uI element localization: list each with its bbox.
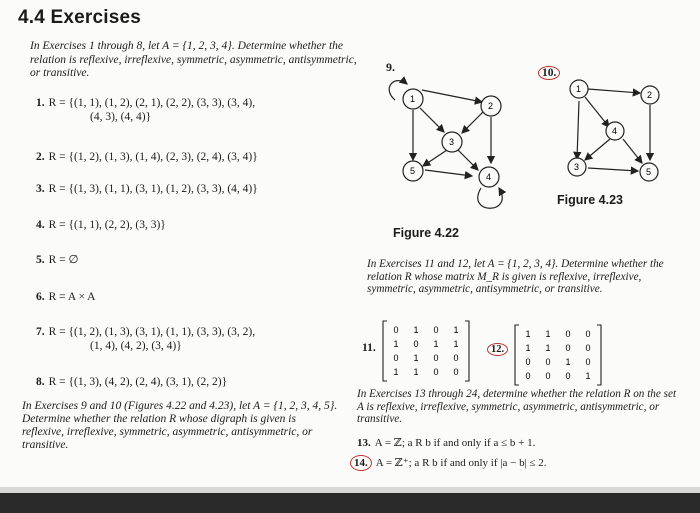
matrix-cell: 1 bbox=[545, 343, 551, 353]
exercise-relation: R = {(1, 2), (1, 3), (1, 4), (2, 3), (2, 4), (3, 4)} bbox=[48, 151, 258, 163]
node-1: 1 bbox=[576, 84, 582, 94]
edge-1-2 bbox=[422, 90, 482, 102]
node-5: 5 bbox=[410, 166, 416, 176]
exercise-7 bbox=[36, 325, 255, 353]
node-4: 4 bbox=[612, 126, 618, 136]
matrix-cell: 1 bbox=[393, 367, 399, 377]
node-3: 3 bbox=[449, 137, 455, 147]
exercise-6 bbox=[36, 290, 95, 304]
matrix-cell: 0 bbox=[433, 325, 439, 335]
figure-4-23-caption: Figure 4.23 bbox=[557, 193, 623, 207]
section-title: 4.4 Exercises bbox=[18, 7, 142, 28]
exercise-relation-continued: (4, 3), (4, 4)} bbox=[90, 111, 152, 123]
exercise-12-label: 12. bbox=[487, 343, 508, 356]
exercise-9-label: 9. bbox=[386, 60, 395, 74]
matrix-cell: 1 bbox=[413, 367, 419, 377]
exercises-9-10-instructions: In Exercises 9 and 10 (Figures 4.22 and 4.23), let A = {1, 2, 3, 4, 5}. Determine whether the relation R whose digraph is given is reflexive, irreflexive, symmetric, asymmetric, antisymmetric, or transitive. bbox=[22, 400, 338, 451]
matrix-cell: 0 bbox=[585, 357, 591, 367]
matrix-11 bbox=[380, 318, 472, 384]
exercise-relation: R = {(1, 1), (2, 2), (3, 3)} bbox=[48, 219, 166, 231]
matrix-cell: 0 bbox=[565, 329, 571, 339]
exercise-13 bbox=[357, 436, 535, 450]
edge-5-4 bbox=[425, 170, 472, 176]
dark-background-strip bbox=[0, 493, 700, 513]
exercise-relation: A = ℤ⁺; a R b if and only if |a − b| ≤ 2. bbox=[375, 457, 547, 469]
exercise-8 bbox=[36, 375, 227, 389]
exercise-relation-continued: (1, 4), (4, 2), (3, 4)} bbox=[90, 340, 182, 352]
node-3: 3 bbox=[574, 162, 580, 172]
edge-1-4 bbox=[585, 97, 609, 127]
matrix-cell: 1 bbox=[433, 339, 439, 349]
matrix-cell: 0 bbox=[393, 325, 399, 335]
figure-4-22-digraph bbox=[385, 70, 520, 220]
matrix-cell: 1 bbox=[565, 357, 571, 367]
exercise-relation: R = {(1, 3), (4, 2), (2, 4), (3, 1), (2, 2)} bbox=[48, 376, 228, 388]
matrix-cell: 0 bbox=[525, 357, 531, 367]
edge-2-3 bbox=[462, 112, 483, 133]
matrix-cell: 0 bbox=[525, 371, 531, 381]
edge-1-3 bbox=[420, 108, 444, 132]
matrix-cell: 1 bbox=[585, 371, 591, 381]
exercise-number: 6. bbox=[36, 291, 45, 303]
figure-4-23-digraph bbox=[555, 75, 670, 185]
edge-3-4 bbox=[458, 150, 478, 170]
matrix-cell: 0 bbox=[433, 367, 439, 377]
matrix-cell: 0 bbox=[585, 329, 591, 339]
matrix-cell: 1 bbox=[453, 339, 459, 349]
exercise-2 bbox=[36, 150, 258, 164]
node-4: 4 bbox=[486, 172, 492, 182]
exercise-relation: A = ℤ; a R b if and only if a ≤ b + 1. bbox=[374, 437, 536, 449]
matrix-cell: 0 bbox=[433, 353, 439, 363]
exercise-relation: R = ∅ bbox=[48, 254, 79, 266]
matrix-12 bbox=[512, 322, 604, 388]
edge-1-3 bbox=[577, 101, 579, 159]
exercise-10-label: 10. bbox=[538, 66, 560, 80]
exercise-number: 13. bbox=[357, 437, 371, 449]
matrix-cell: 1 bbox=[393, 339, 399, 349]
exercises-13-24-instructions: In Exercises 13 through 24, determine whether the relation R on the set A is reflexive, irreflexive, symmetric, asymmetric, antisymmetric, or transitive. bbox=[357, 388, 677, 425]
matrix-cell: 0 bbox=[565, 371, 571, 381]
exercise-number: 4. bbox=[36, 219, 45, 231]
matrix-cell: 0 bbox=[453, 353, 459, 363]
matrix-cell: 1 bbox=[525, 343, 531, 353]
node-2: 2 bbox=[488, 101, 494, 111]
exercise-3 bbox=[36, 182, 258, 196]
matrix-cell: 1 bbox=[545, 329, 551, 339]
exercise-number: 1. bbox=[36, 97, 45, 109]
matrix-cell: 0 bbox=[413, 339, 419, 349]
exercises-1-8-instructions: In Exercises 1 through 8, let A = {1, 2, 3, 4}. Determine whether the relation is reflexive, irreflexive, symmetric, asymmetric, antisymmetric, or transitive. bbox=[30, 40, 357, 79]
matrix-cell: 0 bbox=[393, 353, 399, 363]
edge-3-5 bbox=[423, 150, 447, 166]
exercise-14 bbox=[350, 455, 547, 471]
node-2: 2 bbox=[647, 90, 653, 100]
matrix-cell: 1 bbox=[413, 353, 419, 363]
matrix-cell: 1 bbox=[525, 329, 531, 339]
matrix-cell: 0 bbox=[545, 357, 551, 367]
matrix-cell: 0 bbox=[453, 367, 459, 377]
edge-4-3 bbox=[585, 139, 610, 160]
exercise-11-label: 11. bbox=[362, 342, 376, 354]
exercise-5 bbox=[36, 253, 79, 267]
node-5: 5 bbox=[646, 167, 652, 177]
matrix-cell: 0 bbox=[545, 371, 551, 381]
exercise-number: 7. bbox=[36, 326, 45, 338]
exercise-number: 2. bbox=[36, 151, 45, 163]
figure-4-22-caption: Figure 4.22 bbox=[393, 226, 459, 240]
exercise-1 bbox=[36, 96, 255, 124]
exercise-number: 3. bbox=[36, 183, 45, 195]
exercise-relation: R = A × A bbox=[48, 291, 96, 303]
edge-4-5 bbox=[623, 139, 642, 163]
exercise-relation: R = {(1, 1), (1, 2), (2, 1), (2, 2), (3, 3), (3, 4), bbox=[48, 97, 256, 109]
matrix-cell: 1 bbox=[413, 325, 419, 335]
edge-3-5 bbox=[588, 168, 638, 171]
exercise-relation: R = {(1, 2), (1, 3), (3, 1), (1, 1), (3, 3), (3, 2), bbox=[48, 326, 256, 338]
node-1: 1 bbox=[410, 94, 416, 104]
exercise-number: 8. bbox=[36, 376, 45, 388]
matrix-cell: 0 bbox=[585, 343, 591, 353]
edge-1-2 bbox=[588, 89, 640, 93]
exercise-number: 5. bbox=[36, 254, 45, 266]
matrix-cell: 1 bbox=[453, 325, 459, 335]
exercise-number: 14. bbox=[350, 455, 372, 471]
exercise-4 bbox=[36, 218, 166, 232]
loop-4 bbox=[478, 188, 502, 208]
exercises-11-12-instructions: In Exercises 11 and 12, let A = {1, 2, 3, 4}. Determine whether the relation R whose matrix M_R is given is reflexive, irreflexive, symmetric, asymmetric, antisymmetric, or transitive. bbox=[367, 258, 664, 295]
matrix-cell: 0 bbox=[565, 343, 571, 353]
exercise-relation: R = {(1, 3), (1, 1), (3, 1), (1, 2), (3, 3), (4, 4)} bbox=[48, 183, 258, 195]
